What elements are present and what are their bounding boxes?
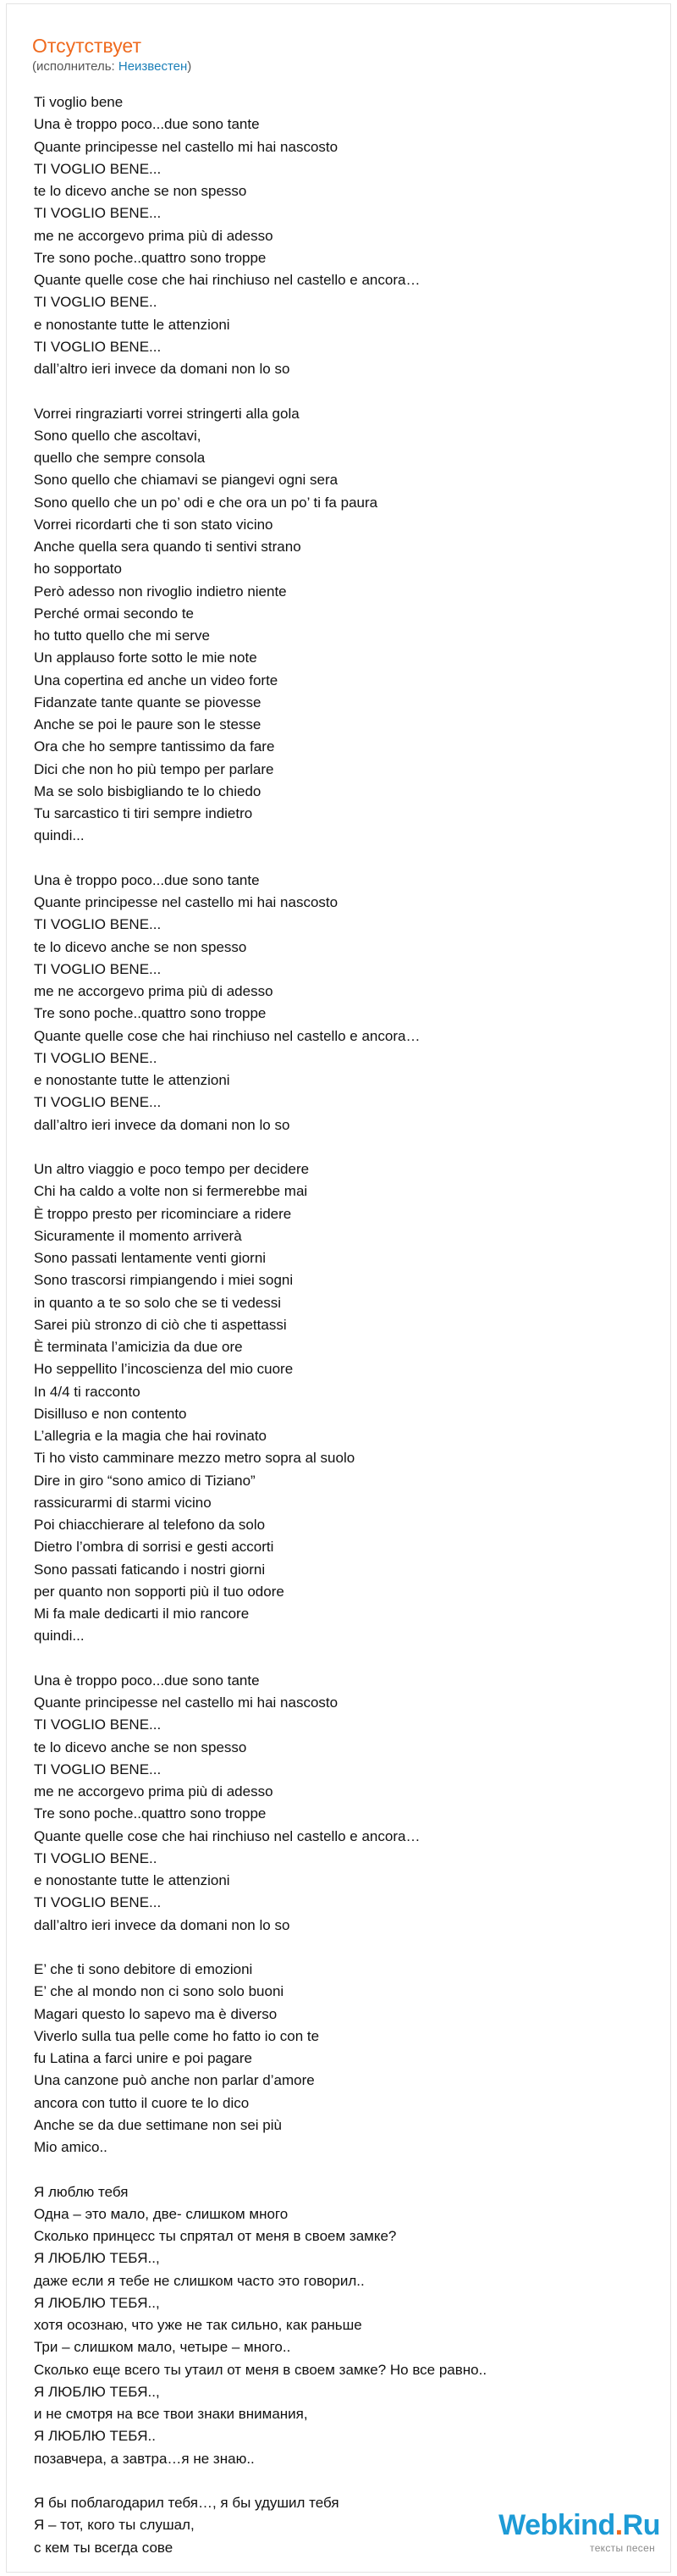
lyric-line: Una canzone può anche non parlar d’amore — [34, 2072, 315, 2089]
lyric-line: me ne accorgevo prima più di adesso — [34, 227, 273, 244]
lyric-line: ho sopportato — [34, 561, 122, 578]
lyric-line: Magari questo lo sapevo ma è diverso — [34, 2005, 278, 2022]
lyric-line: Quante quelle cose che hai rinchiuso nel castello e ancora… — [34, 272, 421, 288]
lyric-line: e nonostante tutte le attenzioni — [34, 316, 230, 333]
lyric-line: te lo dicevo anche se non spesso — [34, 938, 247, 955]
lyric-line: Quante principesse nel castello mi hai nascosto — [34, 894, 338, 910]
lyric-line: Viverlo sulla tua pelle come ho fatto io con te — [34, 2027, 320, 2044]
lyric-line: Sarei più stronzo di ciò che ti aspettassi — [34, 1316, 287, 1333]
stanza-gap — [34, 380, 643, 402]
lyric-line: TI VOGLIO BENE... — [34, 1094, 162, 1111]
lyric-line: Ho seppellito l’incoscienza del mio cuore — [34, 1361, 294, 1378]
lyric-line: Perché ormai secondo te — [34, 605, 194, 622]
lyric-line: хотя осознаю, что уже не так сильно, как раньше — [34, 2317, 362, 2333]
stanza-gap — [34, 1136, 643, 1158]
lyric-line: TI VOGLIO BENE... — [34, 916, 162, 933]
lyric-line: Я ЛЮБЛЮ ТЕБЯ.., — [34, 2250, 160, 2267]
lyric-line: me ne accorgevo prima più di adesso — [34, 983, 273, 999]
lyric-line: Anche se poi le paure son le stesse — [34, 716, 261, 732]
lyric-line: Un applauso forte sotto le mie note — [34, 650, 257, 666]
song-title: Отсутствует — [32, 35, 141, 57]
lyric-line: dall’altro ieri invece da domani non lo so — [34, 361, 290, 377]
lyric-line: Una è troppo poco...due sono tante — [34, 1672, 260, 1689]
lyric-line: Сколько еще всего ты утаил от меня в своем замке? Но все равно.. — [34, 2361, 487, 2378]
lyric-line: TI VOGLIO BENE... — [34, 960, 162, 977]
lyric-line: Quante quelle cose che hai rinchiuso nel castello e ancora… — [34, 1027, 421, 1044]
lyric-line: Però adesso non rivoglio indietro niente — [34, 583, 287, 600]
lyric-line: fu Latina a farci unire e poi pagare — [34, 2050, 253, 2066]
lyric-line: E’ che al mondo non ci sono solo buoni — [34, 1983, 284, 2000]
logo-letter-w: W — [498, 2509, 526, 2541]
lyric-line: te lo dicevo anche se non spesso — [34, 1739, 247, 1755]
lyric-line: È troppo presto per ricominciare a ridere — [34, 1205, 292, 1222]
logo-tld: Ru — [622, 2509, 660, 2541]
lyric-line: Sono trascorsi rimpiangendo i miei sogni — [34, 1272, 294, 1289]
artist-line — [32, 59, 641, 75]
lyric-line: TI VOGLIO BENE.. — [34, 294, 157, 311]
lyric-line: Sono quello che ascoltavi, — [34, 427, 201, 444]
lyric-line: TI VOGLIO BENE... — [34, 205, 162, 222]
lyric-line: Una copertina ed anche un video forte — [34, 672, 278, 688]
lyric-line: Quante principesse nel castello mi hai nascosto — [34, 138, 338, 155]
stanza-gap — [34, 1648, 643, 1670]
lyric-line: Я – тот, кого ты слушал, — [34, 2517, 195, 2534]
lyric-line: Ora che ho sempre tantissimo da fare — [34, 738, 275, 755]
lyric-line: Tre sono poche..quattro sono troppe — [34, 1005, 267, 1022]
stanza-gap — [34, 848, 643, 870]
lyric-line: TI VOGLIO BENE... — [34, 1716, 162, 1733]
lyric-line: me ne accorgevo prima più di adesso — [34, 1783, 273, 1799]
lyric-line: TI VOGLIO BENE... — [34, 160, 162, 177]
lyric-line: позавчера, а завтра…я не знаю.. — [34, 2450, 255, 2467]
lyric-line: Dici che non ho più tempo per parlare — [34, 760, 274, 777]
lyric-line: Mi fa male dedicarti il mio rancore — [34, 1606, 250, 1622]
logo-tagline: тексты песен — [590, 2542, 655, 2554]
lyric-line: e nonostante tutte le attenzioni — [34, 1872, 230, 1888]
lyric-line: Una è troppo poco...due sono tante — [34, 871, 260, 888]
artist-prefix: (исполнитель: — [32, 59, 118, 74]
stanza-gap — [34, 2470, 643, 2492]
lyric-line: Disilluso e non contento — [34, 1405, 187, 1422]
lyric-line: te lo dicevo anche se non spesso — [34, 183, 247, 199]
lyric-line: TI VOGLIO BENE.. — [34, 1049, 157, 1066]
lyric-line: Dire in giro “sono amico di Tiziano” — [34, 1472, 256, 1489]
lyric-line: TI VOGLIO BENE... — [34, 338, 162, 355]
lyric-line: Fidanzate tante quante se piovesse — [34, 694, 261, 710]
song-header — [32, 34, 641, 75]
lyric-line: ancora con tutto il cuore te lo dico — [34, 2094, 250, 2111]
lyric-line: Я ЛЮБЛЮ ТЕБЯ.., — [34, 2383, 160, 2400]
lyric-line: dall’altro ieri invece da domani non lo so — [34, 1916, 290, 1933]
lyric-line: quindi... — [34, 827, 85, 844]
lyric-line: Chi ha caldo a volte non si fermerebbe mai — [34, 1183, 308, 1200]
logo-brand-rest: ebkind — [525, 2509, 615, 2541]
lyric-line: Tu sarcastico ti tiri sempre indietro — [34, 805, 253, 821]
lyric-line: Mio amico.. — [34, 2139, 107, 2155]
lyric-line: Quante principesse nel castello mi hai nascosto — [34, 1694, 338, 1711]
lyric-line: ho tutto quello che mi serve — [34, 627, 210, 644]
lyric-line: и не смотря на все твои знаки внимания, — [34, 2406, 308, 2422]
lyric-line: с кем ты всегда сове — [34, 2539, 173, 2556]
lyric-line: Я люблю тебя — [34, 2183, 129, 2200]
lyric-line: Sono passati faticando i nostri giorni — [34, 1561, 266, 1578]
webkind-logo[interactable] — [474, 2510, 660, 2561]
lyric-line: Vorrei ringraziarti vorrei stringerti alla gola — [34, 405, 300, 422]
stanza-gap — [34, 1937, 643, 1959]
lyric-line: Я ЛЮБЛЮ ТЕБЯ.. — [34, 2428, 156, 2445]
lyric-line: Anche quella sera quando ti sentivi strano — [34, 539, 301, 555]
lyric-line: Sono passati lentamente venti giorni — [34, 1250, 267, 1266]
lyric-line: Sono quello che chiamavi se piangevi ogni sera — [34, 472, 338, 489]
lyric-line: Quante quelle cose che hai rinchiuso nel castello e ancora… — [34, 1827, 421, 1844]
lyric-line: Три – слишком мало, четыре – много.. — [34, 2339, 291, 2356]
lyric-line: Tre sono poche..quattro sono troppe — [34, 1805, 267, 1822]
lyric-line: TI VOGLIO BENE... — [34, 1894, 162, 1911]
artist-link[interactable]: Неизвестен — [118, 59, 188, 74]
lyric-line: Ti voglio bene — [34, 94, 124, 110]
lyric-line: In 4/4 ti racconto — [34, 1383, 140, 1400]
lyric-line: Tre sono poche..quattro sono troppe — [34, 249, 267, 266]
lyric-line: E’ che ti sono debitore di emozioni — [34, 1961, 253, 1977]
lyric-line: TI VOGLIO BENE... — [34, 1761, 162, 1777]
stanza-gap — [34, 2159, 643, 2181]
lyric-line: dall’altro ieri invece da domani non lo so — [34, 1116, 290, 1133]
lyric-line: Poi chiacchierare al telefono da solo — [34, 1517, 266, 1533]
lyric-line: даже если я тебе не слишком часто это говорил.. — [34, 2272, 365, 2289]
lyric-line: Anche se da due settimane non sei più — [34, 2116, 282, 2133]
lyric-line: Одна – это мало, две- слишком много — [34, 2205, 289, 2222]
lyric-line: Ma se solo bisbigliando te lo chiedo — [34, 782, 261, 799]
lyric-line: L’allegria e la magia che hai rovinato — [34, 1428, 267, 1444]
logo-dot: . — [614, 2509, 623, 2541]
lyric-line: e nonostante tutte le attenzioni — [34, 1072, 230, 1088]
lyric-line: Я бы поблагодарил тебя…, я бы удушил тебя — [34, 2495, 339, 2511]
lyric-line: È terminata l’amicizia da due ore — [34, 1339, 243, 1355]
lyrics-body — [34, 91, 643, 2559]
lyric-line: Dietro l’ombra di sorrisi e gesti accorti — [34, 1539, 274, 1556]
artist-suffix: ) — [187, 59, 192, 74]
lyric-line: Una è troppo poco...due sono tante — [34, 116, 260, 133]
lyric-line: in quanto a te so solo che se ti vedessi — [34, 1294, 282, 1311]
lyric-line: Un altro viaggio e poco tempo per decidere — [34, 1161, 310, 1177]
lyric-line: Сколько принцесс ты спрятал от меня в своем замке? — [34, 2228, 397, 2244]
lyric-line: per quanto non sopporti più il tuo odore — [34, 1583, 284, 1600]
lyric-line: rassicurarmi di starmi vicino — [34, 1494, 212, 1511]
lyric-line: TI VOGLIO BENE.. — [34, 1849, 157, 1866]
logo-wordmark — [474, 2510, 660, 2540]
lyric-line: Ti ho visto camminare mezzo metro sopra al suolo — [34, 1450, 355, 1467]
lyric-line: quello che sempre consola — [34, 450, 206, 466]
lyric-line: Sicuramente il momento arriverà — [34, 1227, 242, 1244]
lyric-line: quindi... — [34, 1628, 85, 1645]
lyric-line: Я ЛЮБЛЮ ТЕБЯ.., — [34, 2294, 160, 2311]
lyric-line: Vorrei ricordarti che ti son stato vicino — [34, 516, 273, 533]
lyric-line: Sono quello che un po’ odi e che ora un po’ ti fa paura — [34, 494, 378, 511]
